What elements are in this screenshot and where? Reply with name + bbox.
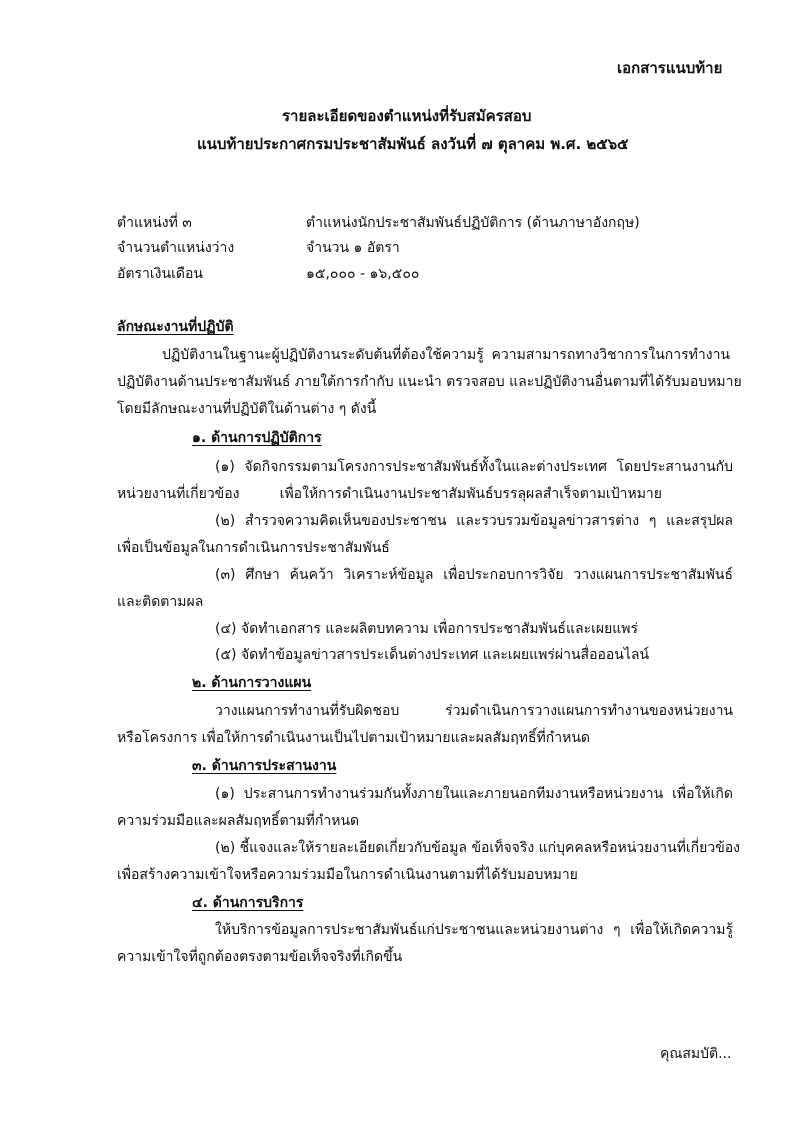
section-1-line: (๔) จัดทำเอกสาร และผลิตบทความ เพื่อการประชาสัมพันธ์และเผยแพร่ — [215, 621, 639, 637]
section-3-line: ความร่วมมือและผลสัมฤทธิ์ตามที่กำหนด — [117, 813, 360, 829]
section-3-heading: ๓. ด้านการประสานงาน — [192, 758, 337, 774]
section-1-line: (๑) จัดกิจกรรมตามโครงการประชาสัมพันธ์ทั้งในและต่างประเทศ โดยประสานงานกับ — [215, 459, 733, 475]
section-1-line: หน่วยงานที่เกี่ยวข้อง เพื่อให้การดำเนินงานประชาสัมพันธ์บรรลุผลสำเร็จตามเป้าหมาย — [117, 486, 662, 502]
section-4-heading: ๔. ด้านการบริการ — [192, 895, 304, 911]
section-2-line: หรือโครงการ เพื่อให้การดำเนินงานเป็นไปตามเป้าหมายและผลสัมฤทธิ์ที่กำหนด — [117, 730, 590, 746]
duties-intro-line: ปฏิบัติงานด้านประชาสัมพันธ์ ภายใต้การกำกับ แนะนำ ตรวจสอบ และปฏิบัติงานอื่นตามที่ได้รับมอบหมาย — [117, 374, 742, 390]
duties-intro-line: ปฏิบัติงานในฐานะผู้ปฏิบัติงานระดับต้นที่ต้องใช้ความรู้ ความสามารถทางวิชาการในการทำงาน — [162, 347, 730, 363]
attachment-label: เอกสารแนบท้าย — [617, 59, 723, 77]
section-1-line: และติดตามผล — [117, 594, 204, 610]
section-4-line: ความเข้าใจที่ถูกต้องตรงตามข้อเท็จจริงที่เกิดขึ้น — [117, 949, 403, 965]
section-1-line: (๓) ศึกษา ค้นคว้า วิเคราะห์ข้อมูล เพื่อประกอบการวิจัย วางแผนการประชาสัมพันธ์ — [215, 567, 733, 583]
document-subtitle: แนบท้ายประกาศกรมประชาสัมพันธ์ ลงวันที่ ๗ ตุลาคม พ.ศ. ๒๕๖๕ — [197, 135, 629, 153]
section-3-line: (๒) ชี้แจงและให้รายละเอียดเกี่ยวกับข้อมูล ข้อเท็จจริง แก่บุคคลหรือหน่วยงานที่เกี่ยวข้อง — [215, 840, 741, 856]
vacancy-value: จำนวน ๑ อัตรา — [306, 240, 400, 256]
section-1-line: (๕) จัดทำข้อมูลข่าวสารประเด็นต่างประเทศ และเผยแพร่ผ่านสื่อออนไลน์ — [215, 647, 650, 663]
section-3-line: เพื่อสร้างความเข้าใจหรือความร่วมมือในการดำเนินงานตามที่ได้รับมอบหมาย — [117, 867, 578, 883]
section-4-line: ให้บริการข้อมูลการประชาสัมพันธ์แก่ประชาชนและหน่วยงานต่าง ๆ เพื่อให้เกิดความรู้ — [215, 922, 733, 938]
salary-value: ๑๕,๐๐๐ - ๑๖,๕๐๐ — [306, 266, 420, 282]
section-1-line: (๒) สำรวจความคิดเห็นของประชาชน และรวบรวมข้อมูลข่าวสารต่าง ๆ และสรุปผล — [215, 513, 733, 529]
section-2-line: วางแผนการทำงานที่รับผิดชอบ ร่วมดำเนินการวางแผนการทำงานของหน่วยงาน — [215, 703, 733, 719]
document-title: รายละเอียดของตำแหน่งที่รับสมัครสอบ — [282, 107, 532, 125]
salary-label: อัตราเงินเดือน — [117, 266, 203, 282]
position-value: ตำแหน่งนักประชาสัมพันธ์ปฏิบัติการ (ด้านภาษาอังกฤษ) — [306, 215, 640, 231]
section-1-line: เพื่อเป็นข้อมูลในการดำเนินการประชาสัมพันธ์ — [117, 540, 390, 556]
vacancy-label: จำนวนตำแหน่งว่าง — [117, 240, 235, 256]
section-3-line: (๑) ประสานการทำงานร่วมกันทั้งภายในและภายนอกทีมงานหรือหน่วยงาน เพื่อให้เกิด — [215, 786, 733, 802]
position-label: ตำแหน่งที่ ๓ — [117, 215, 192, 231]
continued-label: คุณสมบัติ... — [660, 1046, 732, 1062]
section-1-heading: ๑. ด้านการปฏิบัติการ — [192, 430, 322, 446]
duties-heading: ลักษณะงานที่ปฏิบัติ — [117, 319, 234, 335]
duties-intro-line: โดยมีลักษณะงานที่ปฏิบัติในด้านต่าง ๆ ดังนี้ — [117, 401, 377, 417]
section-2-heading: ๒. ด้านการวางแผน — [192, 675, 312, 691]
